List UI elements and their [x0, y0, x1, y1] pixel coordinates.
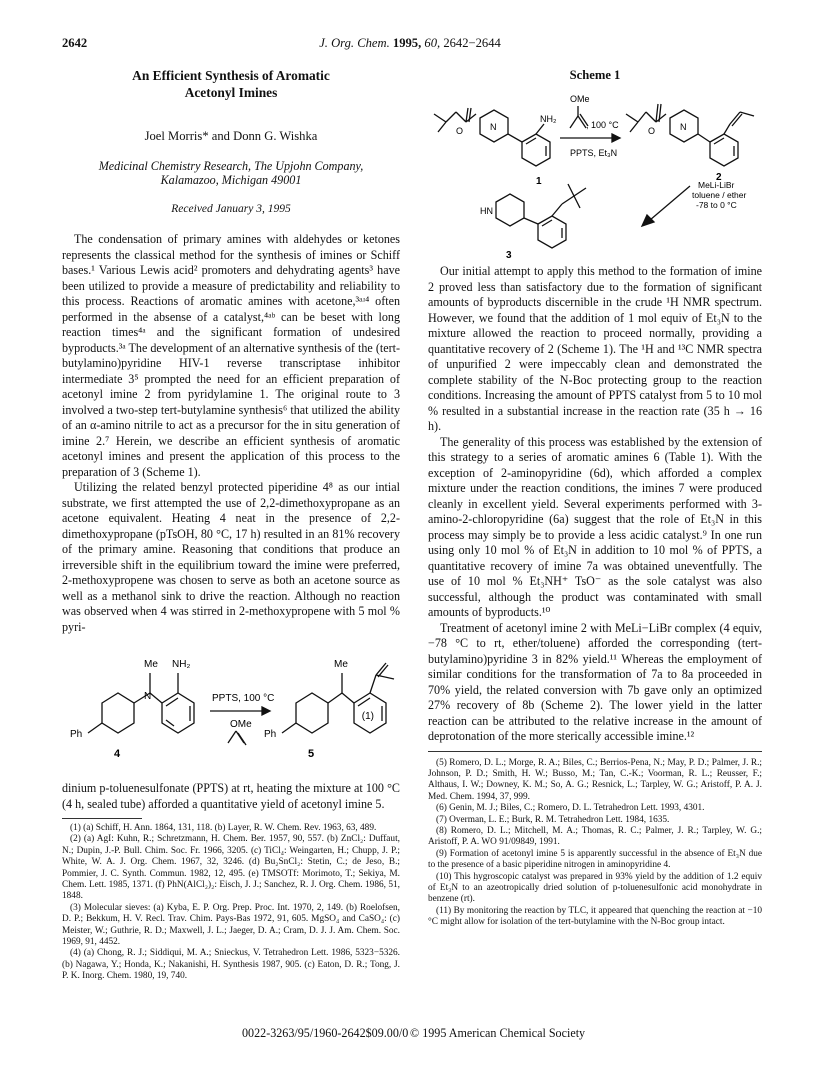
scheme-1: [428, 68, 762, 264]
nh2-left: NH₂: [172, 659, 191, 670]
reference-8: (8) Romero, D. L.; Mitchell, M. A.; Thomas, R. C.; Palmer, J. R.; Tarpley, W. G.; Aristoff, P. A. WO 91/09849, 1991.: [428, 825, 762, 848]
o-label-2: O: [648, 125, 656, 136]
body-paragraph-1: The condensation of primary amines with aldehydes or ketones represents the classical method for the synthesis of imines or Schiff bases.¹ Various Lewis acid² promoters and dehydrating agents³ have been utilized to provide a measure of predictability and reliability to this process. Reactions of aromatic amines with acetone,³ᵃʴ⁴ often performed in the absense of a catalyst,⁴ᵃᵇ can be beset with long reaction times⁴ᵃ and the significant formation of undesired byproducts.³ᵃ The development of an alternative synthesis of the (tert-butylamino)pyridine HIV-1 reverse transcriptase inhibitor intermediate 3⁵ prompted the need for an efficient preparation of acetonyl imine 2 from pyridylamine 1. The original route to 3 involved a two-step tert-butylamine synthesis⁶ that utilized the ability of an α-amino nitrile to act as a precursor for the in situ generation of imine 2.⁷ Herein, we describe an efficient synthesis of aromatic acetonyl imines and present the application of this process to the preparation of 3 (Scheme 1).: [62, 232, 400, 479]
piperazine-ring-3: [496, 194, 524, 226]
compound-2-label: 2: [716, 171, 722, 183]
piperidine-ring-left: [102, 693, 134, 733]
n-label-1a: N: [490, 121, 497, 132]
body-paragraph-3: dinium p-toluenesulfonate (PPTS) at rt, heating the mixture at 100 °C (4 h, sealed tube) afforded a quantitative yield of acetonyl imine 5.: [62, 781, 400, 811]
running-header: [62, 36, 758, 54]
catalyst-label: PPTS, Et₃N: [570, 147, 618, 158]
eq1-reagent-top: PPTS, 100 °C: [212, 693, 275, 704]
reference-2: (2) (a) AgI: Kuhn, R.; Schretzmann, H. Chem. Ber. 1957, 90, 557. (b) ZnCl₂: Duffaut, N.; Dupin, J.-P. Bull. Chim. Soc. Fr. 1966, 3205. (c) TiCl₄: Weingarten, H.; Chupp, J. P.; White, W. A. J. Org. Chem. 1967, 32, 3246. (d) Bu₂SnCl₂: Stetin, C.; de Jeso, B.; Pommier, J. C. Synth. Commun. 1982, 12, 495. (e) TMSOTf: Morimoto, T.; Sekiya, M. Chem. Lett. 1985, 1371. (f) PhN(AlCl₂)₂: Eisch, J. J.; Sanchez, R. J. Org. Chem. 1986, 51, 1848.: [62, 834, 400, 902]
left-column: [62, 68, 400, 983]
reference-5: (5) Romero, D. L.; Morge, R. A.; Biles, C.; Berrios-Pena, N.; May, P. D.; Palmer, J. R.; Johnson, P. D.; Smith, H. W.; Busso, M.; Tan, C.-K.; Voorman, R. L.; Reusser, F.; Althaus, I. W.; Downey, K. M.; So, A. G.; Resnick, L.; Tarpley, W. G.; Aristoff, P. A. J. Med. Chem. 1994, 37, 999.: [428, 757, 762, 802]
ph-right: Ph: [264, 729, 277, 740]
right-paragraph-2: The generality of this process was established by the extension of this strategy to a series of aromatic amines 6 (Table 1). With the exception of 2-aminopyridine (6d), which afforded a complex mixture under the reaction conditions, the imines 7 were produced cleanly in excellent yield. Several experiments performed with 3-amino-2-chloropyridine (6a) suggest that the role of Et₃N in this process may simply be to provide a less acidic catalyst.⁹ In one run using only 10 mol % of Et₃N in addition to 10 mol % of PPTS, a quantitative recovery of imine 7a was obtained uneventfully. The use of 10 mol % Et₃NH⁺ TsO⁻ as the sole catalyst was also successful, although the product was contaminated with small amounts of byproducts.¹⁰: [428, 434, 762, 619]
scheme-1-structure: [428, 84, 762, 260]
journal-year: 1995,: [392, 36, 422, 50]
copyright: © 1995 American Chemical Society: [410, 1026, 586, 1040]
reference-9: (9) Formation of acetonyl imine 5 is apparently successful in the absence of Et₃N due to the presence of a basic piperidine nitrogen in aminopyridine 4.: [428, 848, 762, 871]
references-right: [428, 758, 762, 929]
body-paragraph-2: Utilizing the related benzyl protected piperidine 4⁸ as our intial substrate, we first attempted the use of 2,2-dimethoxypropane as an acetone equivalent. Heating 4 neat in the presence of 2,2-dimethoxypropane (pTsOH, 80 °C, 17 h) resulted in an 81% recovery of the primary amine. Reasoning that conditions that produce an irreversible shift in the equilibrium toward the imine were preferred, 2-methoxypropene was chosen to serve as both an acetone source as well as a methanol sink to drive the reaction. Although no reaction was observed when 4 was stirred in 2-methoxypropene with 5 mol % pyri-: [62, 480, 400, 634]
equation-1: [62, 643, 400, 775]
reference-7: (7) Overman, L. E.; Burk, R. M. Tetrahedron Lett. 1984, 1635.: [436, 814, 670, 825]
journal-name: J. Org. Chem.: [319, 36, 390, 50]
right-paragraph-1: Our initial attempt to apply this method to the formation of imine 2 proved less than satisfactory due to the formation of significant amounts of byproducts discernible in the crude ¹H NMR spectrum. However, we found that the addition of 1 mol equiv of Et₃N to the mixture allowed the reaction to proceed normally, providing a quantitative recovery of 2 (Scheme 1). The ¹H and ¹³C NMR spectra of unpurified 2 were impeccably clean and demonstrated the complete stability of the N-Boc protecting group to the reaction conditions. Increasing the amount of PPTS catalyst from 5 to 10 mol % resulted in a substantial increase in the reaction rate (35 h → 16 h).: [428, 264, 762, 433]
nh2-label-scheme: NH₂: [540, 113, 557, 124]
page-number: 2642: [62, 36, 88, 50]
eq1-reagent-bottom: OMe: [230, 719, 252, 730]
affiliation-line-2: Kalamazoo, Michigan 49001: [160, 173, 302, 187]
references-left: [62, 823, 400, 983]
eq1-number: (1): [361, 711, 374, 722]
n-label-left: N: [144, 691, 152, 702]
title-line-1: An Efficient Synthesis of Aromatic: [132, 68, 330, 83]
me-right: Me: [334, 659, 348, 670]
reference-3: (3) Molecular sieves: (a) Kyba, E. P. Org. Prep. Proc. Int. 1970, 2, 149. (b) Roelofsen, D. P.; Bekkum, H. V. Recl. Trav. Chim. Pays-Bas 1972, 91, 605. MgSO₄ and CaSO₄: (c) Meister, W.; Guthrie, R. D.; Maxwell, J. L.; Jaeger, D. A.; Cram, D. J. J. Am. Chem. Soc. 1969, 91, 4452.: [62, 902, 400, 948]
reference-4: (4) (a) Chong, R. J.; Siddiqui, M. A.; Snieckus, V. Tetrahedron Lett. 1986, 5323−5326. (b) Nagawa, Y.; Honda, K.; Nakanishi, H. Synthesis 1987, 905. (c) Eaton, D. R.; Tong, J. P. K. Inorg. Chem. 1980, 19, 740.: [62, 948, 400, 982]
footnote-rule-left: [62, 818, 142, 819]
equation-1-structure: [62, 643, 400, 775]
reagent-line-1: MeLi-LiBr: [698, 179, 735, 190]
pyridine-ring-left: [162, 693, 194, 733]
journal-pages: 2642−2644: [443, 36, 501, 50]
scheme-arrow-2: [650, 186, 690, 220]
compound-4-label: 4: [114, 748, 121, 760]
ph-left: Ph: [70, 729, 83, 740]
reagent-line-3: -78 to 0 °C: [696, 199, 737, 210]
affiliation: [62, 159, 400, 188]
right-column: [428, 68, 762, 929]
article-title: [62, 68, 400, 101]
reference-6: (6) Genin, M. J.; Biles, C.; Romero, D. L. Tetrahedron Lett. 1993, 4301.: [436, 803, 705, 814]
scheme-1-title: Scheme 1: [569, 68, 621, 82]
journal-volume: 60,: [424, 36, 441, 50]
benzyl-bond-left: [88, 723, 102, 733]
o-label-1: O: [456, 125, 464, 136]
compound-1-label: 1: [536, 175, 542, 187]
hn-label: HN: [480, 205, 493, 216]
authors: Joel Morris* and Donn G. Wishka: [144, 129, 318, 143]
reference-10: (10) This hygroscopic catalyst was prepared in 93% yield by the addition of 1.2 equiv of Et₃N to an azeotropically dried solution of p-toluenesulfonic acid monohydrate in benzene (rt).: [428, 871, 762, 905]
compound-5-label: 5: [308, 748, 315, 760]
right-paragraph-3: Treatment of acetonyl imine 2 with MeLi−LiBr complex (4 equiv, −78 °C to rt, ether/toluene) afforded the corresponding (tert-butylamino)pyridine 3 in 82% yield.¹¹ Whereas the employment of similar conditions for the transformation of 7a to 8a proceeded in 70% yield, the related conversion with 7b gave only an optimized 27% recovery of 8b (Scheme 2). The lower yield in the latter reaction can be attributed to the relative increase in the amount of deprotonation of the more sterically accessible imine.¹²: [428, 620, 762, 743]
title-line-2: Acetonyl Imines: [184, 84, 278, 100]
journal-reference: [62, 36, 758, 51]
reagent-line-2: toluene / ether: [692, 189, 747, 200]
article-code: 0022-3263/95/1960-2642$09.00/0: [242, 1026, 409, 1040]
piperidine-ring-right: [296, 693, 328, 733]
received-date: Received January 3, 1995: [171, 202, 291, 215]
ome-label: OMe: [570, 93, 590, 104]
me-left: Me: [144, 659, 158, 670]
temp-label: , 100 °C: [586, 119, 619, 130]
n-label-2a: N: [680, 121, 687, 132]
affiliation-line-1: Medicinal Chemistry Research, The Upjohn Company,: [98, 158, 364, 173]
compound-3-label: 3: [506, 249, 512, 260]
footnote-rule-right: [428, 751, 762, 752]
reference-1: (1) (a) Schiff, H. Ann. 1864, 131, 118. (b) Layer, R. W. Chem. Rev. 1963, 63, 489.: [70, 823, 377, 833]
reference-11: (11) By monitoring the reaction by TLC, it appeared that quenching the reaction at −10 °C might allow for isolation of the tert-butylamine with the N-Boc group intact.: [428, 905, 762, 928]
